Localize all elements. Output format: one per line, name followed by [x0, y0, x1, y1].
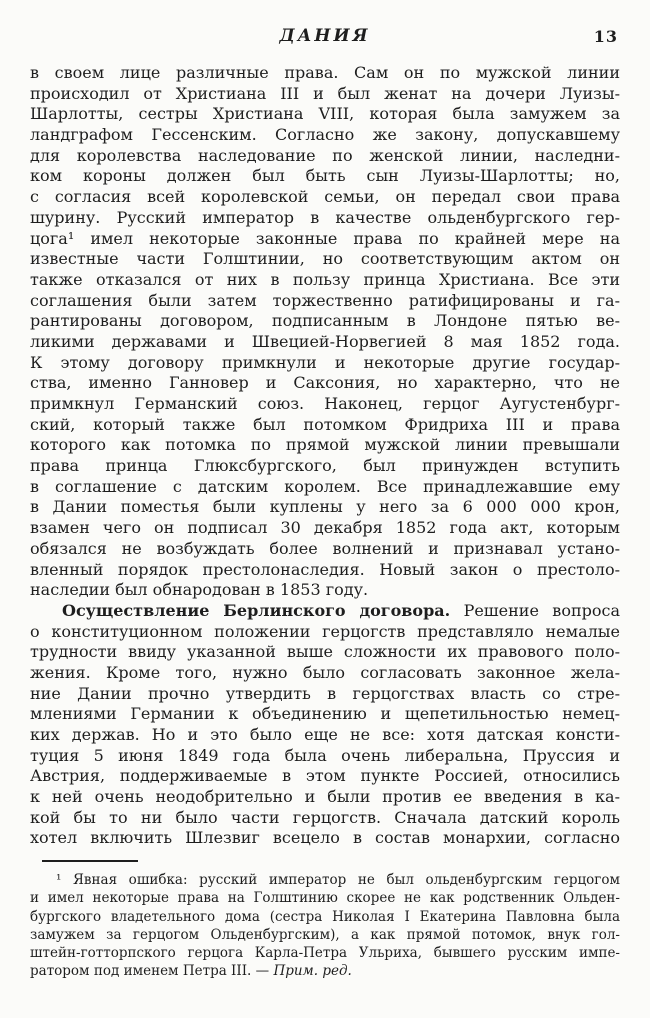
- text-line: ликими державами и Швецией-Норвегией 8 мая 1852 года.: [30, 331, 620, 351]
- paragraph-2: [30, 601, 620, 849]
- paragraph-2-lines: [30, 622, 620, 850]
- text-line: для королевства наследование по женской линии, наследни-: [30, 145, 620, 165]
- text-line: бургского владетельного дома (сестра Николая I Екатерина Павловна была: [30, 908, 620, 925]
- text-line: цога¹ имел некоторые законные права по крайней мере на: [30, 228, 620, 248]
- text-line: также отказался от них в пользу принца Христиана. Все эти: [30, 269, 620, 289]
- footnote-lines: [30, 871, 620, 962]
- text-line: ский, который также был потомком Фридриха III и права: [30, 414, 620, 434]
- text-line: права принца Глюксбургского, был принужден вступить: [30, 456, 620, 476]
- running-header-title: ДАНИЯ: [279, 26, 371, 46]
- text-line: ландграфом Гессенским. Согласно же закону, допускавшему: [30, 125, 620, 145]
- footnote-editor-note: Прим. ред.: [273, 963, 352, 980]
- page-body: [30, 63, 620, 980]
- text-line: о конституционном положении герцогств представляло немалые: [30, 621, 620, 641]
- text-line: жения. Кроме того, нужно было согласовать законное жела-: [30, 662, 620, 682]
- text-line: взамен чего он подписал 30 декабря 1852 года акт, которым: [30, 518, 620, 538]
- text-line: примкнул Германский союз. Наконец, герцог Аугустенбург-: [30, 394, 620, 413]
- text-line: штейн-готторпского герцога Карла-Петра Ульриха, бывшего русским импе-: [30, 944, 620, 961]
- text-line: шурину. Русский император в качестве ольденбургского гер-: [30, 207, 620, 227]
- section-lead-rest: Решение вопроса: [463, 600, 620, 620]
- footnote-rule: [42, 860, 138, 862]
- text-line: туция 5 июня 1849 года была очень либеральна, Пруссия и: [30, 745, 620, 765]
- text-line: млениями Германии к объединению и щепетильностью немец-: [30, 704, 620, 724]
- paragraph-1: [30, 63, 620, 601]
- text-line: ких держав. Но и это было еще не все: хотя датская консти-: [30, 725, 620, 744]
- text-line: происходил от Христиана III и был женат на дочери Луизы-: [30, 83, 620, 103]
- text-line: Австрия, поддерживаемые в этом пункте Россией, относились: [30, 766, 620, 786]
- footnote: [30, 871, 620, 980]
- text-line: соглашения были затем торжественно ратифицированы и га-: [30, 290, 620, 310]
- text-line: в соглашение с датским королем. Все принадлежавшие ему: [30, 476, 620, 496]
- footnote-last-text: ратором под именем Петра III. —: [30, 963, 270, 980]
- text-line: которого как потомка по прямой мужской линии превышали: [30, 435, 620, 455]
- text-line: рантированы договором, подписанным в Лондоне пятью ве-: [30, 311, 620, 331]
- text-line: наследии был обнародован в 1853 году.: [30, 580, 369, 600]
- text-line: трудности ввиду указанной выше сложности их правового поло-: [30, 642, 620, 662]
- text-line: в Дании поместья были куплены у него за 6 000 000 крон,: [30, 497, 620, 517]
- text-line: ние Дании прочно утвердить в герцогствах власть со стре-: [30, 683, 620, 703]
- text-line: и имел некоторые права на Голштинию скорее не как родственник Ольден-: [30, 890, 620, 907]
- running-header: [30, 26, 620, 48]
- page-number: 13: [593, 27, 618, 46]
- text-line: известные части Голштинии, но соответствующим актом он: [30, 249, 620, 269]
- section-heading: Осуществление Берлинского договора.: [62, 600, 451, 620]
- text-line: с согласия всей королевской семьи, он передал свои права: [30, 187, 620, 207]
- text-line: вленный порядок престолонаследия. Новый закон о престоло-: [30, 559, 620, 579]
- text-line: К этому договору примкнули и некоторые другие государ-: [30, 352, 620, 372]
- text-line: ком короны должен был быть сын Луизы-Шарлотты; но,: [30, 166, 620, 186]
- footnote-last-line: [30, 962, 620, 980]
- text-line: кой бы то ни было части герцогств. Сначала датский король: [30, 807, 620, 827]
- text-line: ¹ Явная ошибка: русский император не был ольденбургским герцогом: [56, 872, 620, 889]
- text-line: в своем лице различные права. Сам он по мужской линии: [30, 63, 620, 82]
- paragraph-2-lead-line: [30, 601, 620, 622]
- text-line: ства, именно Ганновер и Саксония, но характерно, что не: [30, 373, 620, 393]
- text-line: хотел включить Шлезвиг всецело в состав монархии, согласно: [30, 828, 620, 848]
- text-line: Шарлотты, сестры Христиана VIII, которая была замужем за: [30, 104, 620, 124]
- text-line: замужем за герцогом Ольденбургским), а как прямой потомок, внук гол-: [30, 926, 620, 943]
- text-line: к ней очень неодобрительно и были против ее введения в ка-: [30, 787, 620, 807]
- text-line: обязался не возбуждать более волнений и признавал устано-: [30, 538, 620, 558]
